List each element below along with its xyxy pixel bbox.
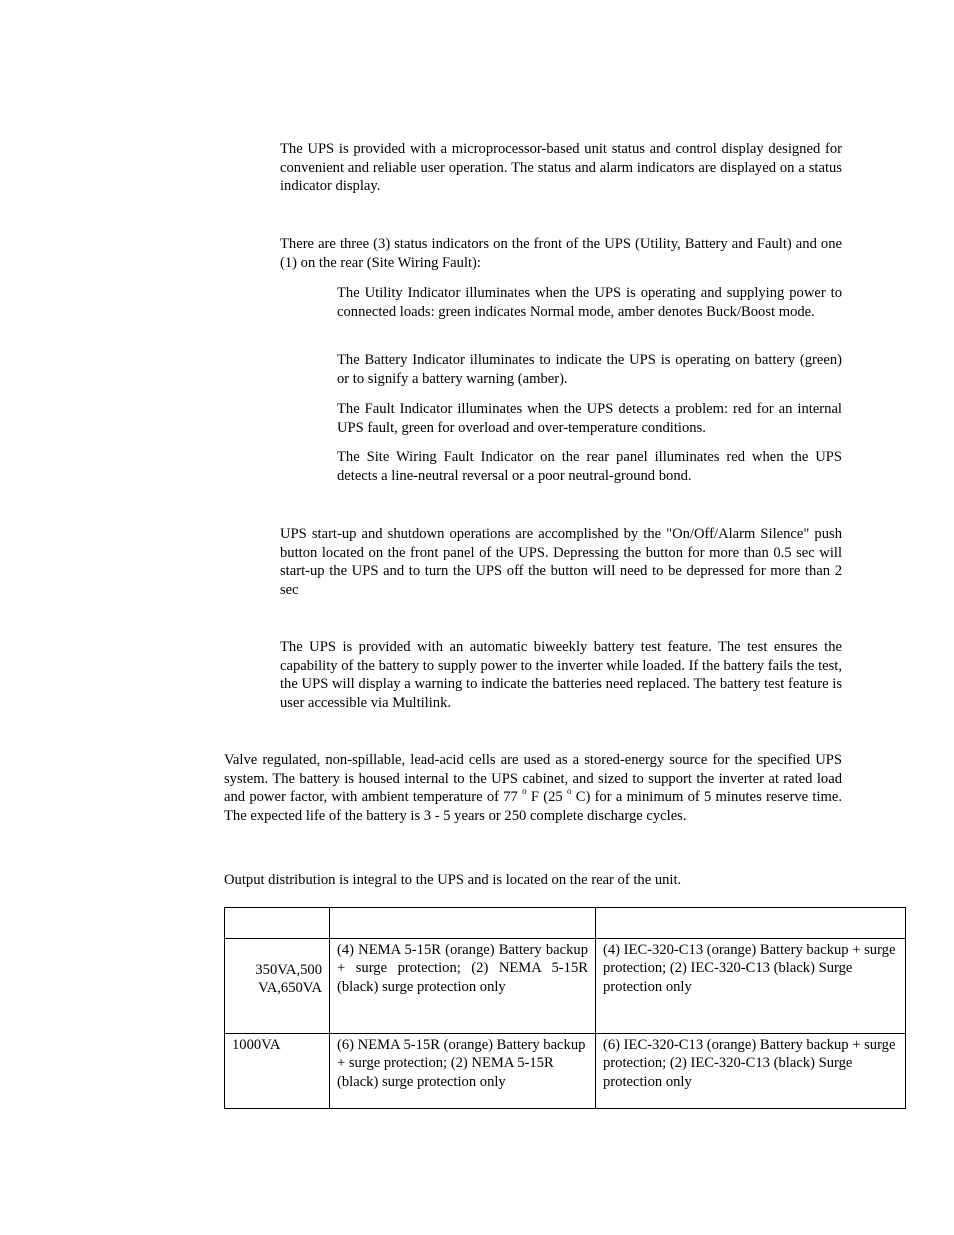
output-distribution-paragraph: Output distribution is integral to the UPS and is located on the rear of the unit.	[224, 872, 682, 888]
output-distribution-table	[224, 907, 906, 1109]
table-header-row	[225, 908, 906, 939]
cells-text-c: C) for a minimum of 5 minutes reserve time. The expected life of the battery is 3 - 5 years or 250 complete discharge cycles.	[224, 789, 843, 824]
cells-text-a: Valve regulated, non-spillable, lead-acid cells are used as a stored-energy source for the specified UPS system. The battery is housed internal to the UPS cabinet, and sized to support the inverter at rated load and power factor, with ambient temperature of 77	[224, 752, 842, 805]
startup-shutdown-paragraph: UPS start-up and shutdown operations are accomplished by the "On/Off/Alarm Silence" push button located on the front panel of the UPS. Depressing the button for more than 0.5 sec will start-up the UPS and to turn the UPS off the button will need to be depressed for more than 2 sec	[280, 526, 842, 598]
iec-cell: (6) IEC-320-C13 (orange) Battery backup + surge protection; (2) IEC-320-C13 (black) Surge protection only	[596, 1034, 906, 1109]
model-cell: 1000VA	[225, 1034, 330, 1109]
battery-cells-paragraph	[224, 751, 842, 825]
indicators-intro-paragraph: There are three (3) status indicators on the front of the UPS (Utility, Battery and Fault) and one (1) on the rear (Site Wiring Fault):	[280, 236, 842, 271]
battery-indicator-paragraph: The Battery Indicator illuminates to indicate the UPS is operating on battery (green) or to signify a battery warning (amber).	[337, 352, 842, 387]
fault-indicator-paragraph: The Fault Indicator illuminates when the UPS detects a problem: red for an internal UPS fault, green for overload and over-temperature conditions.	[337, 401, 842, 436]
model-cell	[225, 939, 330, 1034]
iec-cell: (4) IEC-320-C13 (orange) Battery backup + surge protection; (2) IEC-320-C13 (black) Surge protection only	[596, 939, 906, 1034]
degree-mark-c: o	[566, 786, 572, 797]
model-label: 350VA,500 VA,650VA	[255, 962, 322, 997]
cells-text-b: F (25	[526, 789, 567, 805]
header-cell-model	[225, 908, 330, 939]
table-row	[225, 939, 906, 1034]
utility-indicator-paragraph: The Utility Indicator illuminates when the UPS is operating and supplying power to connected loads: green indicates Normal mode, amber denotes Buck/Boost mode.	[337, 285, 842, 320]
header-cell-nema	[330, 908, 596, 939]
table-row	[225, 1034, 906, 1109]
display-paragraph: The UPS is provided with a microprocessor-based unit status and control display designed for convenient and reliable user operation. The status and alarm indicators are displayed on a status indicator display.	[280, 141, 842, 194]
degree-mark-f: o	[522, 786, 527, 797]
nema-cell: (6) NEMA 5-15R (orange) Battery backup + surge protection; (2) NEMA 5-15R (black) surge protection only	[330, 1034, 596, 1109]
battery-test-paragraph: The UPS is provided with an automatic biweekly battery test feature. The test ensures the capability of the battery to supply power to the inverter while loaded. If the battery fails the test, the UPS will display a warning to indicate the batteries need replaced. The battery test feature is user accessible via Multilink.	[280, 639, 842, 711]
site-wiring-indicator-paragraph: The Site Wiring Fault Indicator on the rear panel illuminates red when the UPS detects a line-neutral reversal or a poor neutral-ground bond.	[337, 449, 842, 484]
header-cell-iec	[596, 908, 906, 939]
nema-cell: (4) NEMA 5-15R (orange) Battery backup + surge protection; (2) NEMA 5-15R (black) surge protection only	[330, 939, 596, 1034]
